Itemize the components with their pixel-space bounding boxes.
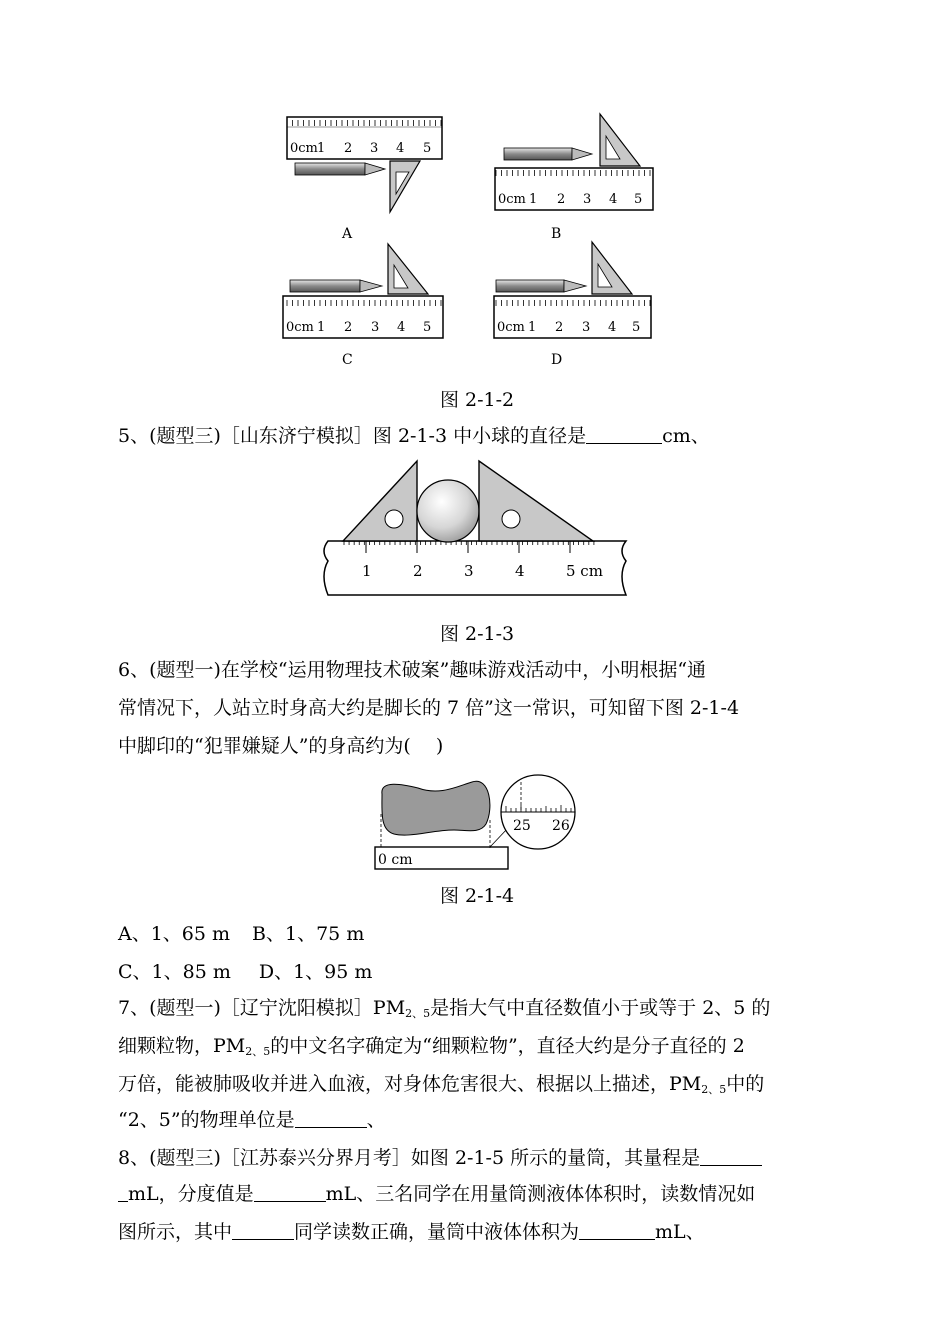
svg-text:2: 2 [557,192,566,207]
svg-text:0 cm: 0 cm [378,852,413,868]
figure-2-1-4 [370,768,582,874]
question-7-line-1: 7、(题型一)［辽宁沈阳模拟$]PM_{2、5}$是指大气中直径数值小于或等于 2、5 的 [118,997,771,1020]
svg-text:3: 3 [371,320,380,335]
question-8-line-1: 8、(题型三)［江苏泰兴分界月考］如图 2-1-5 所示的量筒，其量程是 [118,1146,762,1170]
svg-text:25: 25 [513,818,531,834]
svg-text:0cm: 0cm [286,320,314,335]
answer-blank[interactable] [254,1183,326,1202]
answer-blank[interactable] [295,1109,367,1128]
svg-text:1: 1 [317,141,326,156]
figure-2-1-3 [318,455,638,605]
svg-text:C: C [342,352,353,368]
question-8-line-2: mL，分度值是 mL、三名同学在用量筒测液体体积时，读数情况如 [118,1182,755,1206]
svg-text:4: 4 [608,320,617,335]
svg-text:2: 2 [413,562,423,580]
panel-a-label: A [342,226,353,242]
svg-text:4: 4 [515,562,525,580]
question-7-line-2: 细颗粒物，$PM_{2、5}$的中文名字确定为“细颗粒物”，直径大约是分子直径的 2 [118,1035,745,1058]
option-a[interactable]: A、1、65 m [118,923,231,945]
answer-blank[interactable] [586,425,662,444]
question-8-line-3: 图所示，其中 同学读数正确，量筒中液体体积为 mL、 [118,1221,705,1243]
svg-text:1: 1 [529,192,538,207]
svg-text:2: 2 [344,320,353,335]
svg-text:B: B [551,226,562,242]
panel-b [495,114,653,242]
svg-text:4: 4 [609,192,618,207]
svg-text:1: 1 [317,320,326,335]
question-5: 5、(题型三)［山东济宁模拟］图 2-1-3 中小球的直径是 cm、 [118,425,710,447]
svg-text:0cm: 0cm [498,192,526,207]
svg-text:2: 2 [344,141,353,156]
answer-blank[interactable] [579,1221,655,1240]
svg-text:5: 5 [423,320,432,335]
question-6-line-2: 常情况下，人站立时身高大约是脚长的 7 倍”这一常识，可知留下图 2-1-4 [118,697,740,719]
svg-text:0cm: 0cm [497,320,525,335]
panel-a [287,117,442,242]
svg-text:26: 26 [552,818,570,834]
svg-text:1: 1 [528,320,537,335]
panel-d [494,242,651,368]
option-d[interactable]: D、1、95 m [258,961,373,983]
option-b[interactable]: B、1、75 m [252,923,365,945]
caption-2-1-4: 图 2-1-4 [440,885,515,907]
svg-text:4: 4 [396,141,405,156]
panel-c [283,244,443,368]
question-7-line-3: 万倍，能被肺吸收并进入血液，对身体危害很大、根据以上描述，$PM_{2、5}$中的 [118,1073,765,1096]
svg-text:3: 3 [582,320,591,335]
svg-text:3: 3 [583,192,592,207]
svg-text:5 cm: 5 cm [566,562,603,580]
option-c[interactable]: C、1、85 m [118,961,231,983]
question-7-line-4: “2、5”的物理单位是 、 [118,1109,386,1131]
svg-text:2: 2 [555,320,564,335]
svg-text:D: D [551,352,563,368]
answer-blank[interactable] [232,1221,294,1240]
svg-text:1: 1 [362,562,372,580]
svg-text:5: 5 [634,192,643,207]
options-row-2 [118,960,372,984]
ruler-a-zero: 0cm [290,141,318,156]
answer-blank[interactable] [700,1147,762,1166]
question-6-line-1: 6、(题型一)在学校“运用物理技术破案”趣味游戏活动中，小明根据“通 [118,659,707,681]
options-row-1 [118,922,364,946]
svg-text:4: 4 [397,320,406,335]
svg-text:5: 5 [423,141,432,156]
caption-2-1-3: 图 2-1-3 [440,623,515,645]
question-6-line-3: 中脚印的“犯罪嫌疑人”的身高约为( ) [118,735,444,757]
caption-2-1-2: 图 2-1-2 [440,389,515,411]
svg-text:3: 3 [464,562,474,580]
answer-blank[interactable] [118,1183,128,1202]
figure-2-1-2 [270,100,670,370]
svg-text:5: 5 [632,320,641,335]
svg-text:3: 3 [370,141,379,156]
